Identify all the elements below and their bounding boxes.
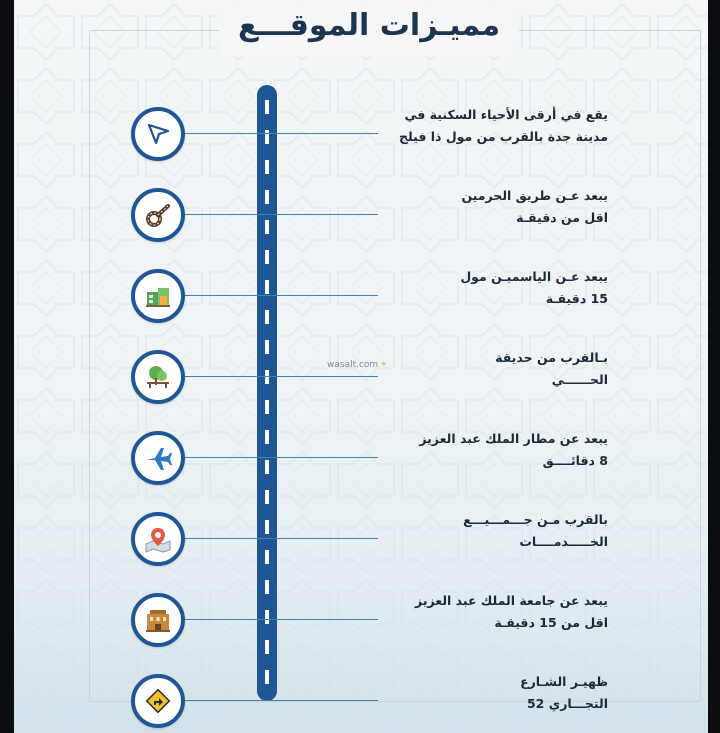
feature-connector-line <box>164 700 378 701</box>
feature-icon-circle <box>131 431 185 485</box>
location-features-card <box>14 0 708 733</box>
park-tree-icon <box>144 363 172 391</box>
navigation-arrow-icon <box>144 120 172 148</box>
map-pin-icon <box>144 525 172 553</box>
feature-connector-line <box>164 133 378 134</box>
feature-line-2: اقل من دقيقـة <box>516 210 608 225</box>
feature-icon-circle <box>131 593 185 647</box>
feature-connector-line <box>164 376 378 377</box>
university-building-icon <box>144 606 172 634</box>
feature-line-1: يبعد عـن طريق الحرمين <box>461 188 608 203</box>
feature-connector-line <box>164 214 378 215</box>
feature-item <box>368 509 608 553</box>
feature-item <box>368 671 608 715</box>
airplane-icon <box>144 444 172 472</box>
watermark <box>327 360 386 370</box>
feature-item <box>368 428 608 472</box>
feature-line-2: التجـــاري 52 <box>526 696 608 711</box>
feature-icon-circle <box>131 674 185 728</box>
feature-connector-line <box>164 295 378 296</box>
page-title: مميـزات الموقـــع <box>237 8 501 43</box>
feature-icon-circle <box>131 107 185 161</box>
feature-connector-line <box>164 619 378 620</box>
watermark-text: wasalt.com <box>327 360 379 370</box>
feature-item <box>368 347 608 391</box>
feature-line-1: بـالقرب من حديقة <box>495 350 608 365</box>
feature-line-2: 8 دقائــــق <box>542 453 608 468</box>
feature-icon-circle <box>131 512 185 566</box>
feature-line-2: اقل من 15 دقيقـة <box>494 615 608 630</box>
feature-icon-circle <box>131 269 185 323</box>
watermark-pin-icon: ⌖ <box>381 360 387 370</box>
feature-connector-line <box>164 457 378 458</box>
feature-line-2: مدينة جدة بالقرب من مول ذا فيلج <box>399 129 608 144</box>
feature-line-1: يبعد عن مطار الملك عبد العزيز <box>419 431 608 446</box>
road-sign-icon <box>144 687 172 715</box>
shopping-mall-icon <box>144 282 172 310</box>
feature-line-2: الحــــــي <box>551 372 608 387</box>
feature-connector-line <box>164 538 378 539</box>
feature-line-1: يبعد عن جامعة الملك عبد العزيز <box>415 593 608 608</box>
feature-icon-circle <box>131 188 185 242</box>
feature-line-1: بالقرب مـن جـــمـــيـــع <box>463 512 608 527</box>
highway-road-icon <box>144 201 172 229</box>
feature-item <box>368 266 608 310</box>
feature-icon-circle <box>131 350 185 404</box>
feature-item <box>368 104 608 148</box>
feature-line-2: الخـــــدمــــات <box>519 534 608 549</box>
feature-line-2: 15 دقيقـة <box>545 291 608 306</box>
feature-item <box>368 185 608 229</box>
feature-line-1: ظهيـر الشـارع <box>520 674 608 689</box>
feature-line-1: يقع في أرقى الأحياء السكنية في <box>404 107 608 122</box>
feature-item <box>368 590 608 634</box>
feature-line-1: يبعد عـن الياسميـن مول <box>460 269 608 284</box>
timeline-dashes <box>265 100 269 690</box>
